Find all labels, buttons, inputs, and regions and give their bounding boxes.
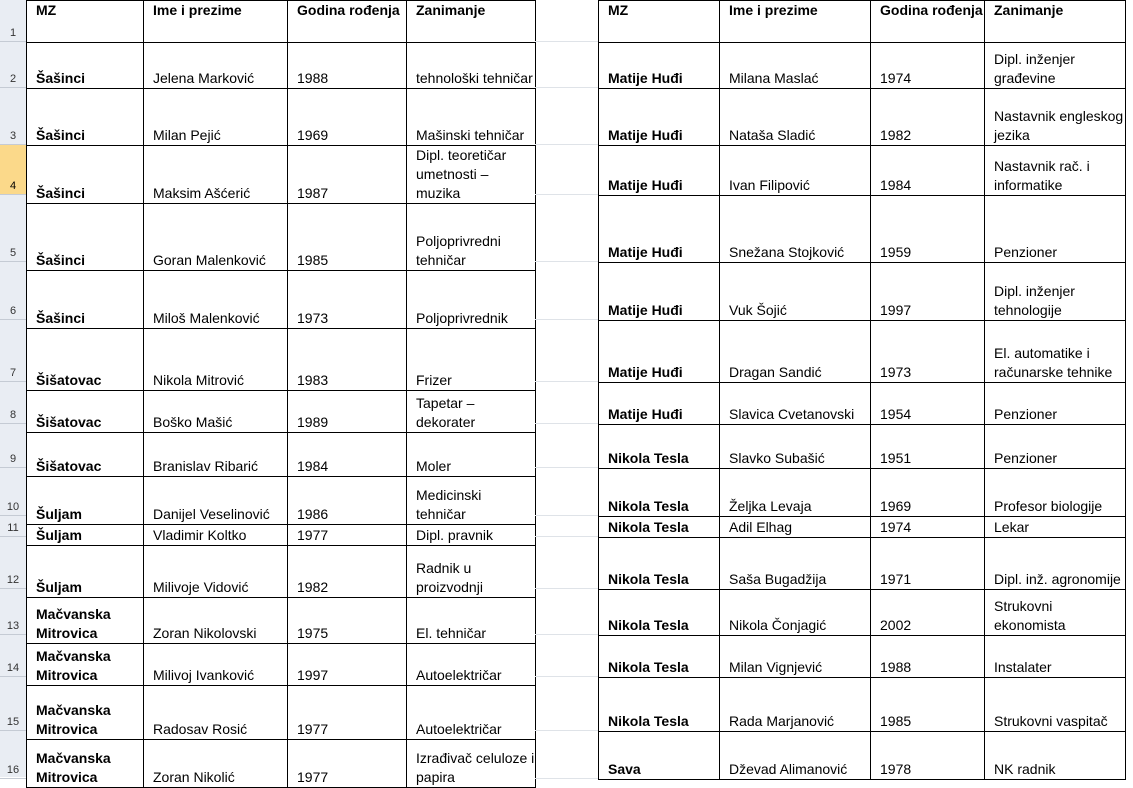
left-cell-occupation[interactable]: Medicinski tehničar bbox=[407, 477, 536, 525]
right-cell-birth-year[interactable]: 1974 bbox=[871, 517, 985, 538]
table-row bbox=[599, 425, 1126, 469]
right-cell-name[interactable]: Nataša Sladić bbox=[720, 89, 871, 146]
left-cell-birth-year[interactable]: 1983 bbox=[288, 329, 407, 391]
table-row bbox=[27, 525, 536, 546]
row-number[interactable]: 6 bbox=[0, 262, 26, 320]
left-cell-name[interactable]: Milivoje Vidović bbox=[144, 546, 288, 598]
row-number[interactable]: 8 bbox=[0, 382, 26, 424]
right-cell-mz[interactable]: Nikola Tesla bbox=[599, 517, 720, 538]
table-row bbox=[27, 391, 536, 433]
right-cell-birth-year[interactable]: 1954 bbox=[871, 383, 985, 425]
right-cell-birth-year[interactable]: 1978 bbox=[871, 732, 985, 780]
gap-gridline bbox=[535, 144, 598, 145]
right-cell-birth-year[interactable]: 2002 bbox=[871, 590, 985, 636]
left-cell-occupation[interactable]: Autoelektričar bbox=[407, 686, 536, 740]
right-cell-mz[interactable]: Nikola Tesla bbox=[599, 590, 720, 636]
right-cell-mz[interactable]: Matije Huđi bbox=[599, 263, 720, 321]
right-cell-birth-year[interactable]: 1984 bbox=[871, 146, 985, 196]
right-cell-name[interactable]: Saša Bugadžija bbox=[720, 538, 871, 590]
right-header-mz[interactable]: MZ bbox=[599, 1, 720, 43]
left-cell-name[interactable]: Danijel Veselinović bbox=[144, 477, 288, 525]
right-cell-birth-year[interactable]: 1982 bbox=[871, 89, 985, 146]
row-number[interactable]: 9 bbox=[0, 424, 26, 468]
left-header-name[interactable]: Ime i prezime bbox=[144, 1, 288, 43]
gap-gridline bbox=[535, 515, 598, 516]
right-cell-birth-year[interactable]: 1985 bbox=[871, 678, 985, 732]
table-row bbox=[599, 146, 1126, 196]
left-cell-name[interactable]: Miloš Malenković bbox=[144, 271, 288, 329]
right-cell-name[interactable]: Ivan Filipović bbox=[720, 146, 871, 196]
row-number[interactable]: 2 bbox=[0, 42, 26, 88]
left-cell-mz[interactable]: Šuljam bbox=[27, 546, 144, 598]
left-cell-birth-year[interactable]: 1985 bbox=[288, 204, 407, 271]
left-cell-name[interactable]: Branislav Ribarić bbox=[144, 433, 288, 477]
right-cell-name[interactable]: Željka Levaja bbox=[720, 469, 871, 517]
gap-gridline bbox=[535, 588, 598, 589]
left-cell-birth-year[interactable]: 1975 bbox=[288, 598, 407, 644]
row-number[interactable]: 4 bbox=[0, 145, 26, 195]
right-cell-occupation[interactable]: NK radnik bbox=[985, 732, 1126, 780]
left-cell-mz[interactable]: Šuljam bbox=[27, 525, 144, 546]
table-row bbox=[599, 538, 1126, 590]
right-cell-mz[interactable]: Matije Huđi bbox=[599, 196, 720, 263]
right-cell-birth-year[interactable]: 1973 bbox=[871, 321, 985, 383]
right-cell-name[interactable]: Milan Vignjević bbox=[720, 636, 871, 678]
row-number[interactable]: 14 bbox=[0, 635, 26, 677]
right-cell-mz[interactable]: Nikola Tesla bbox=[599, 425, 720, 469]
left-cell-mz[interactable]: Šašinci bbox=[27, 271, 144, 329]
table-row bbox=[599, 43, 1126, 89]
left-cell-mz[interactable]: Šašinci bbox=[27, 204, 144, 271]
left-cell-mz[interactable]: Mačvanska Mitrovica bbox=[27, 740, 144, 788]
row-number[interactable]: 5 bbox=[0, 195, 26, 262]
left-cell-occupation[interactable]: Izrađivač celuloze i papira bbox=[407, 740, 536, 788]
right-cell-occupation[interactable]: El. automatike i računarske tehnike bbox=[985, 321, 1126, 383]
right-cell-name[interactable]: Dževad Alimanović bbox=[720, 732, 871, 780]
right-cell-name[interactable]: Adil Elhag bbox=[720, 517, 871, 538]
right-cell-mz[interactable]: Nikola Tesla bbox=[599, 538, 720, 590]
left-cell-occupation[interactable]: Tapetar – dekorater bbox=[407, 391, 536, 433]
right-header-birth-year[interactable]: Godina rođenja bbox=[871, 1, 985, 43]
table-row bbox=[599, 383, 1126, 425]
gap-gridline bbox=[535, 467, 598, 468]
left-cell-occupation[interactable]: Dipl. pravnik bbox=[407, 525, 536, 546]
left-cell-mz[interactable]: Šišatovac bbox=[27, 391, 144, 433]
gap-gridline bbox=[535, 381, 598, 382]
table-row bbox=[599, 196, 1126, 263]
table-row bbox=[27, 546, 536, 598]
left-table bbox=[26, 0, 536, 788]
right-cell-name[interactable]: Slavko Subašić bbox=[720, 425, 871, 469]
right-cell-occupation[interactable]: Penzioner bbox=[985, 383, 1126, 425]
left-cell-birth-year[interactable]: 1969 bbox=[288, 89, 407, 146]
right-cell-birth-year[interactable]: 1988 bbox=[871, 636, 985, 678]
right-cell-occupation[interactable]: Strukovni ekonomista bbox=[985, 590, 1126, 636]
table-row bbox=[599, 89, 1126, 146]
right-cell-name[interactable]: Milana Maslać bbox=[720, 43, 871, 89]
table-row bbox=[599, 636, 1126, 678]
right-cell-occupation[interactable]: Lekar bbox=[985, 517, 1126, 538]
left-cell-birth-year[interactable]: 1989 bbox=[288, 391, 407, 433]
gap-gridline bbox=[535, 423, 598, 424]
gap-gridline bbox=[535, 194, 598, 195]
left-header-occupation[interactable]: Zanimanje bbox=[407, 1, 536, 43]
table-row bbox=[27, 644, 536, 686]
row-number[interactable]: 15 bbox=[0, 677, 26, 731]
table-row bbox=[27, 271, 536, 329]
right-header-name[interactable]: Ime i prezime bbox=[720, 1, 871, 43]
left-cell-name[interactable]: Nikola Mitrović bbox=[144, 329, 288, 391]
left-cell-birth-year[interactable]: 1987 bbox=[288, 146, 407, 204]
right-cell-occupation[interactable]: Profesor biologije bbox=[985, 469, 1126, 517]
right-cell-occupation[interactable]: Nastavnik engleskog jezika bbox=[985, 89, 1126, 146]
row-number[interactable]: 12 bbox=[0, 537, 26, 589]
right-cell-mz[interactable]: Matije Huđi bbox=[599, 43, 720, 89]
left-cell-occupation[interactable]: Mašinski tehničar bbox=[407, 89, 536, 146]
table-row bbox=[27, 686, 536, 740]
left-cell-birth-year[interactable]: 1973 bbox=[288, 271, 407, 329]
table-row bbox=[599, 263, 1126, 321]
right-cell-occupation[interactable]: Dipl. inženjer tehnologije bbox=[985, 263, 1126, 321]
right-cell-mz[interactable]: Matije Huđi bbox=[599, 383, 720, 425]
gap-gridline bbox=[535, 634, 598, 635]
left-header-birth-year[interactable]: Godina rođenja bbox=[288, 1, 407, 43]
left-cell-mz[interactable]: Šašinci bbox=[27, 146, 144, 204]
table-row bbox=[27, 43, 536, 89]
right-cell-mz[interactable]: Sava bbox=[599, 732, 720, 780]
row-number[interactable]: 10 bbox=[0, 468, 26, 516]
left-cell-mz[interactable]: Šišatovac bbox=[27, 329, 144, 391]
gap-gridline bbox=[535, 41, 598, 42]
left-cell-mz[interactable]: Mačvanska Mitrovica bbox=[27, 598, 144, 644]
left-cell-birth-year[interactable]: 1988 bbox=[288, 43, 407, 89]
gap-gridline bbox=[535, 778, 598, 779]
table-row bbox=[27, 89, 536, 146]
table-row bbox=[27, 433, 536, 477]
left-cell-birth-year[interactable]: 1977 bbox=[288, 740, 407, 788]
left-cell-name[interactable]: Zoran Nikolić bbox=[144, 740, 288, 788]
right-cell-occupation[interactable]: Strukovni vaspitač bbox=[985, 678, 1126, 732]
left-cell-name[interactable]: Boško Mašić bbox=[144, 391, 288, 433]
gap-gridline bbox=[535, 536, 598, 537]
row-number[interactable]: 13 bbox=[0, 589, 26, 635]
row-number[interactable]: 7 bbox=[0, 320, 26, 382]
right-cell-birth-year[interactable]: 1969 bbox=[871, 469, 985, 517]
right-cell-mz[interactable]: Nikola Tesla bbox=[599, 636, 720, 678]
left-cell-mz[interactable]: Šišatovac bbox=[27, 433, 144, 477]
left-cell-occupation[interactable]: tehnološki tehničar bbox=[407, 43, 536, 89]
left-header-mz[interactable]: MZ bbox=[27, 1, 144, 43]
table-row bbox=[27, 146, 536, 204]
gap-gridline bbox=[535, 730, 598, 731]
table-row bbox=[27, 329, 536, 391]
right-cell-name[interactable]: Vuk Šojić bbox=[720, 263, 871, 321]
gap-gridline bbox=[535, 87, 598, 88]
left-cell-name[interactable]: Goran Malenković bbox=[144, 204, 288, 271]
right-cell-name[interactable]: Snežana Stojković bbox=[720, 196, 871, 263]
table-row bbox=[27, 740, 536, 788]
left-cell-name[interactable]: Milivoj Ivanković bbox=[144, 644, 288, 686]
left-cell-birth-year[interactable]: 1997 bbox=[288, 644, 407, 686]
gap-gridline bbox=[535, 261, 598, 262]
left-cell-occupation[interactable]: El. tehničar bbox=[407, 598, 536, 644]
left-cell-occupation[interactable]: Frizer bbox=[407, 329, 536, 391]
right-cell-occupation[interactable]: Penzioner bbox=[985, 425, 1126, 469]
left-cell-birth-year[interactable]: 1984 bbox=[288, 433, 407, 477]
left-cell-birth-year[interactable]: 1982 bbox=[288, 546, 407, 598]
left-cell-occupation[interactable]: Radnik u proizvodnji bbox=[407, 546, 536, 598]
left-cell-mz[interactable]: Šašinci bbox=[27, 89, 144, 146]
row-number[interactable]: 1 bbox=[0, 0, 26, 42]
left-cell-name[interactable]: Maksim Ašćerić bbox=[144, 146, 288, 204]
table-row bbox=[27, 477, 536, 525]
right-cell-occupation[interactable]: Instalater bbox=[985, 636, 1126, 678]
table-row bbox=[599, 469, 1126, 517]
left-cell-name[interactable]: Jelena Marković bbox=[144, 43, 288, 89]
right-cell-mz[interactable]: Nikola Tesla bbox=[599, 678, 720, 732]
row-number[interactable]: 11 bbox=[0, 516, 26, 537]
row-header-column bbox=[0, 0, 27, 777]
left-cell-name[interactable]: Vladimir Koltko bbox=[144, 525, 288, 546]
left-cell-birth-year[interactable]: 1977 bbox=[288, 525, 407, 546]
right-cell-name[interactable]: Rada Marjanović bbox=[720, 678, 871, 732]
table-row bbox=[27, 204, 536, 271]
right-cell-birth-year[interactable]: 1997 bbox=[871, 263, 985, 321]
right-header-occupation[interactable]: Zanimanje bbox=[985, 1, 1126, 43]
right-cell-mz[interactable]: Nikola Tesla bbox=[599, 469, 720, 517]
left-cell-occupation[interactable]: Dipl. teoretičar umetnosti – muzika bbox=[407, 146, 536, 204]
left-cell-birth-year[interactable]: 1986 bbox=[288, 477, 407, 525]
row-number[interactable]: 16 bbox=[0, 731, 26, 779]
left-header-row bbox=[27, 1, 536, 43]
right-header-row bbox=[599, 1, 1126, 43]
right-cell-occupation[interactable]: Dipl. inž. agronomije bbox=[985, 538, 1126, 590]
table-row bbox=[599, 732, 1126, 780]
left-cell-occupation[interactable]: Poljoprivredni tehničar bbox=[407, 204, 536, 271]
right-table bbox=[598, 0, 1126, 780]
right-cell-mz[interactable]: Matije Huđi bbox=[599, 146, 720, 196]
left-cell-occupation[interactable]: Autoelektričar bbox=[407, 644, 536, 686]
left-cell-mz[interactable]: Mačvanska Mitrovica bbox=[27, 644, 144, 686]
left-cell-mz[interactable]: Šašinci bbox=[27, 43, 144, 89]
right-cell-birth-year[interactable]: 1959 bbox=[871, 196, 985, 263]
left-cell-occupation[interactable]: Poljoprivrednik bbox=[407, 271, 536, 329]
right-cell-mz[interactable]: Matije Huđi bbox=[599, 321, 720, 383]
table-row bbox=[27, 598, 536, 644]
left-cell-mz[interactable]: Mačvanska Mitrovica bbox=[27, 686, 144, 740]
table-row bbox=[599, 678, 1126, 732]
right-cell-occupation[interactable]: Penzioner bbox=[985, 196, 1126, 263]
right-cell-occupation[interactable]: Nastavnik rač. i informatike bbox=[985, 146, 1126, 196]
left-cell-name[interactable]: Radosav Rosić bbox=[144, 686, 288, 740]
left-cell-name[interactable]: Zoran Nikolovski bbox=[144, 598, 288, 644]
right-cell-name[interactable]: Slavica Cvetanovski bbox=[720, 383, 871, 425]
gap-gridline bbox=[535, 676, 598, 677]
gap-gridline bbox=[535, 319, 598, 320]
table-row bbox=[599, 321, 1126, 383]
left-cell-birth-year[interactable]: 1977 bbox=[288, 686, 407, 740]
right-cell-birth-year[interactable]: 1971 bbox=[871, 538, 985, 590]
right-cell-occupation[interactable]: Dipl. inženjer građevine bbox=[985, 43, 1126, 89]
left-cell-mz[interactable]: Šuljam bbox=[27, 477, 144, 525]
table-row bbox=[599, 590, 1126, 636]
right-cell-name[interactable]: Dragan Sandić bbox=[720, 321, 871, 383]
right-cell-mz[interactable]: Matije Huđi bbox=[599, 89, 720, 146]
right-cell-birth-year[interactable]: 1974 bbox=[871, 43, 985, 89]
table-row bbox=[599, 517, 1126, 538]
left-cell-occupation[interactable]: Moler bbox=[407, 433, 536, 477]
right-cell-birth-year[interactable]: 1951 bbox=[871, 425, 985, 469]
right-cell-name[interactable]: Nikola Čonjagić bbox=[720, 590, 871, 636]
left-cell-name[interactable]: Milan Pejić bbox=[144, 89, 288, 146]
row-number[interactable]: 3 bbox=[0, 88, 26, 145]
